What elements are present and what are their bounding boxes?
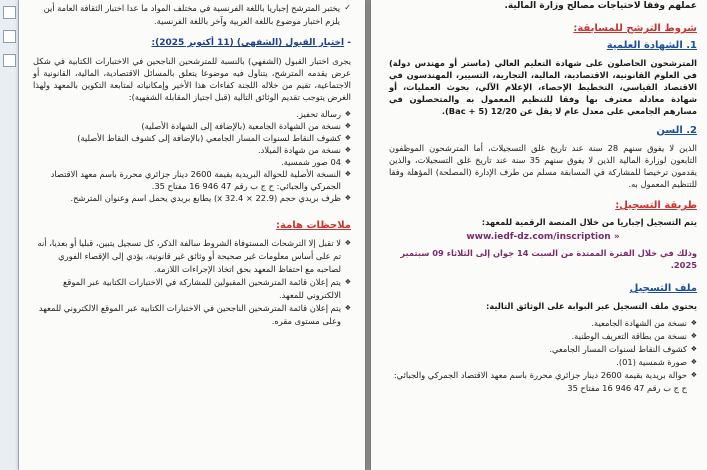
list-item: ❖ نسخة من الشهادة الجامعية (بالإضافة إلى الشهادة الأصلية) <box>33 120 351 132</box>
list-item: ❖ النسخة الأصلية للحوالة البريدية بقيمة 2600 دينار جزائري محررة باسم معهد الاقتصاد الجمركي والجبائي: ح ج ب رقم 47 946 16 مفتاح 35. <box>33 168 351 192</box>
list-item: ❖ نسخة من بطاقة التعريف الوطنية. <box>389 330 697 343</box>
left-page-content <box>33 0 351 328</box>
list-item: ❖ كشوف النقاط لسنوات المسار الجامعي (بالإضافة إلى كشوف النقاط الأصلية) <box>33 132 351 144</box>
language-note <box>33 2 351 27</box>
age-title: 2. السن <box>656 125 697 136</box>
language-note-line: الثقافة العامة أين يلزم اختبار موضوع باللغة العربية وآخر باللغة <box>43 3 340 26</box>
notes-list <box>33 237 351 328</box>
file-items-list <box>389 317 697 395</box>
oral-docs-list <box>33 108 351 204</box>
list-item: ❖ صورة شمسية (01). <box>389 356 697 369</box>
list-item: ❖ ظرف بريدي حجم (22.9 × 32.4 x) يطابع بريدي يحمل اسم وعنوان المترشح. <box>33 192 351 204</box>
list-item: ❖ يتم إعلان قائمة المترشحين الناجحين في الاختبارات الكتابية عبر الموقع الالكتروني للمعهد وعلى مستوى مقره. <box>33 302 351 328</box>
document-page-right <box>371 0 707 470</box>
oral-exam-paragraph: يجرى اختبار القبول (الشفهي) بالنسبة للمترشحين الناجحين في الاختبارات الكتابية في شكل عرض يقدمه المترشح، يتناول فيه موضوعا يتعلق بالمسائل الاقتصادية، المالية، القانونية أو الاجتماعية، تقيم من خلاله اللجنة كفاءات هذا الأخير وإمكانياته لمتابعة التكوين بالمعهد ولهذا الغرض يتوجب تقديم الوثائق التالية (قبل اجتياز المقابلة الشفهية): <box>33 56 351 102</box>
file-title: ملف التسجيل <box>629 283 697 294</box>
intro-line: عملهم وفقا لاحتياجات مصالح وزارة المالية. <box>504 1 697 11</box>
list-item: ❖ نسخة من شهادة الميلاد. <box>33 144 351 156</box>
list-item: ❖ حوالة بريدية بقيمة 2600 دينار جزائري محررة باسم معهد الاقتصاد الجمركي والجبائي: ح ج ب رقم 47 946 16 مفتاح 35 <box>389 369 697 395</box>
age-paragraph: الذين لا يفوق سنهم 28 سنة عند تاريخ غلق التسجيلات، أما المترشحون الموظفون التابعون لوزارة المالية الذين لا يفوق سنهم 35 سنة عند تاريخ غلق التسجيلات، والذين يقدمون ترخيصا للمشاركة في المسابقة مسلم من طرف الإدارة (المصلحة) المؤهلة وفقا للتنظيم المعمول به. <box>389 143 697 189</box>
list-item: ❖ رسالة تحفيز. <box>33 108 351 120</box>
list-item: ❖ نسخة من الشهادة الجامعية. <box>389 317 697 330</box>
oral-exam-title: - اختبار القبول (الشفهي) (11 أكتوبر 2025): <box>151 38 351 48</box>
window-icon[interactable] <box>3 54 16 67</box>
desktop-left-strip <box>0 0 19 470</box>
registration-period: وذلك في خلال الفترة الممتدة من السبت 14 جوان إلى الثلاثاء 09 سبتمبر 2025. <box>400 248 697 270</box>
language-note-line: يختبر المترشح إجباريا باللغة الفرنسية في مختلف المواد ما عدا اختبار <box>105 3 340 13</box>
language-note-line: الفرنسية. <box>154 15 187 26</box>
list-item: ❖ يتم إعلان قائمة المترشحين المقبولين للمشاركة في الاختبارات الكتابية عبر الموقع الالكتروني للمعهد. <box>33 276 351 302</box>
window-icon[interactable] <box>3 6 16 19</box>
degree-paragraph: المترشحون الحاصلون على شهادة التعليم العالي (ماستر أو مهندس دولة) في العلوم القانونية، الاقتصادية، المالية، التجارية، التسيير، المهندسون في الاقتصاد القياسي، التخطيط الإحصاء، الإعلام الآلي، بحوث العمليات، أو شهادة معادلة معترف بها وفقا للتنظيم المعمول به والمتحصلون في مسارهم الجامعي على معدل عام لا يقل عن 12/20 (Bac + 5). <box>389 58 697 116</box>
document-page-left <box>19 0 365 470</box>
list-item: ❖ كشوف النقاط لسنوات المسار الجامعي. <box>389 343 697 356</box>
registration-link[interactable]: www.iedf-dz.com/inscription » <box>466 232 620 242</box>
degree-title: 1. الشهادة العلمية <box>606 40 697 51</box>
registration-line: يتم التسجيل إجباريا من خلال المنصة الرقمية للمعهد: <box>481 217 697 227</box>
registration-title: طريقة التسجيل: <box>615 200 697 211</box>
file-intro: يحتوي ملف التسجيل عبر البوابة على الوثائق التالية: <box>486 301 697 311</box>
right-page-content <box>389 0 697 395</box>
conditions-title: شروط الترشح للمسابقة: <box>573 23 697 34</box>
notes-title: ملاحظات هامة: <box>276 220 351 231</box>
list-item: ❖ لا تقبل إلا الترشحات المستوفاة الشروط سالفة الذكر، كل تسجيل يتبين، قبليا أو بعديا، أنه تم على أساس معلومات غير صحيحة أو وثائق غير قانونية، يؤدي إلى الإقصاء الفوري لصاحبه مع احتفاظ المعهد بحق اتخاذ الإجراءات اللازمة. <box>33 237 351 276</box>
window-icon[interactable] <box>3 30 16 43</box>
list-item: ❖ 04 صور شمسية. <box>33 156 351 168</box>
